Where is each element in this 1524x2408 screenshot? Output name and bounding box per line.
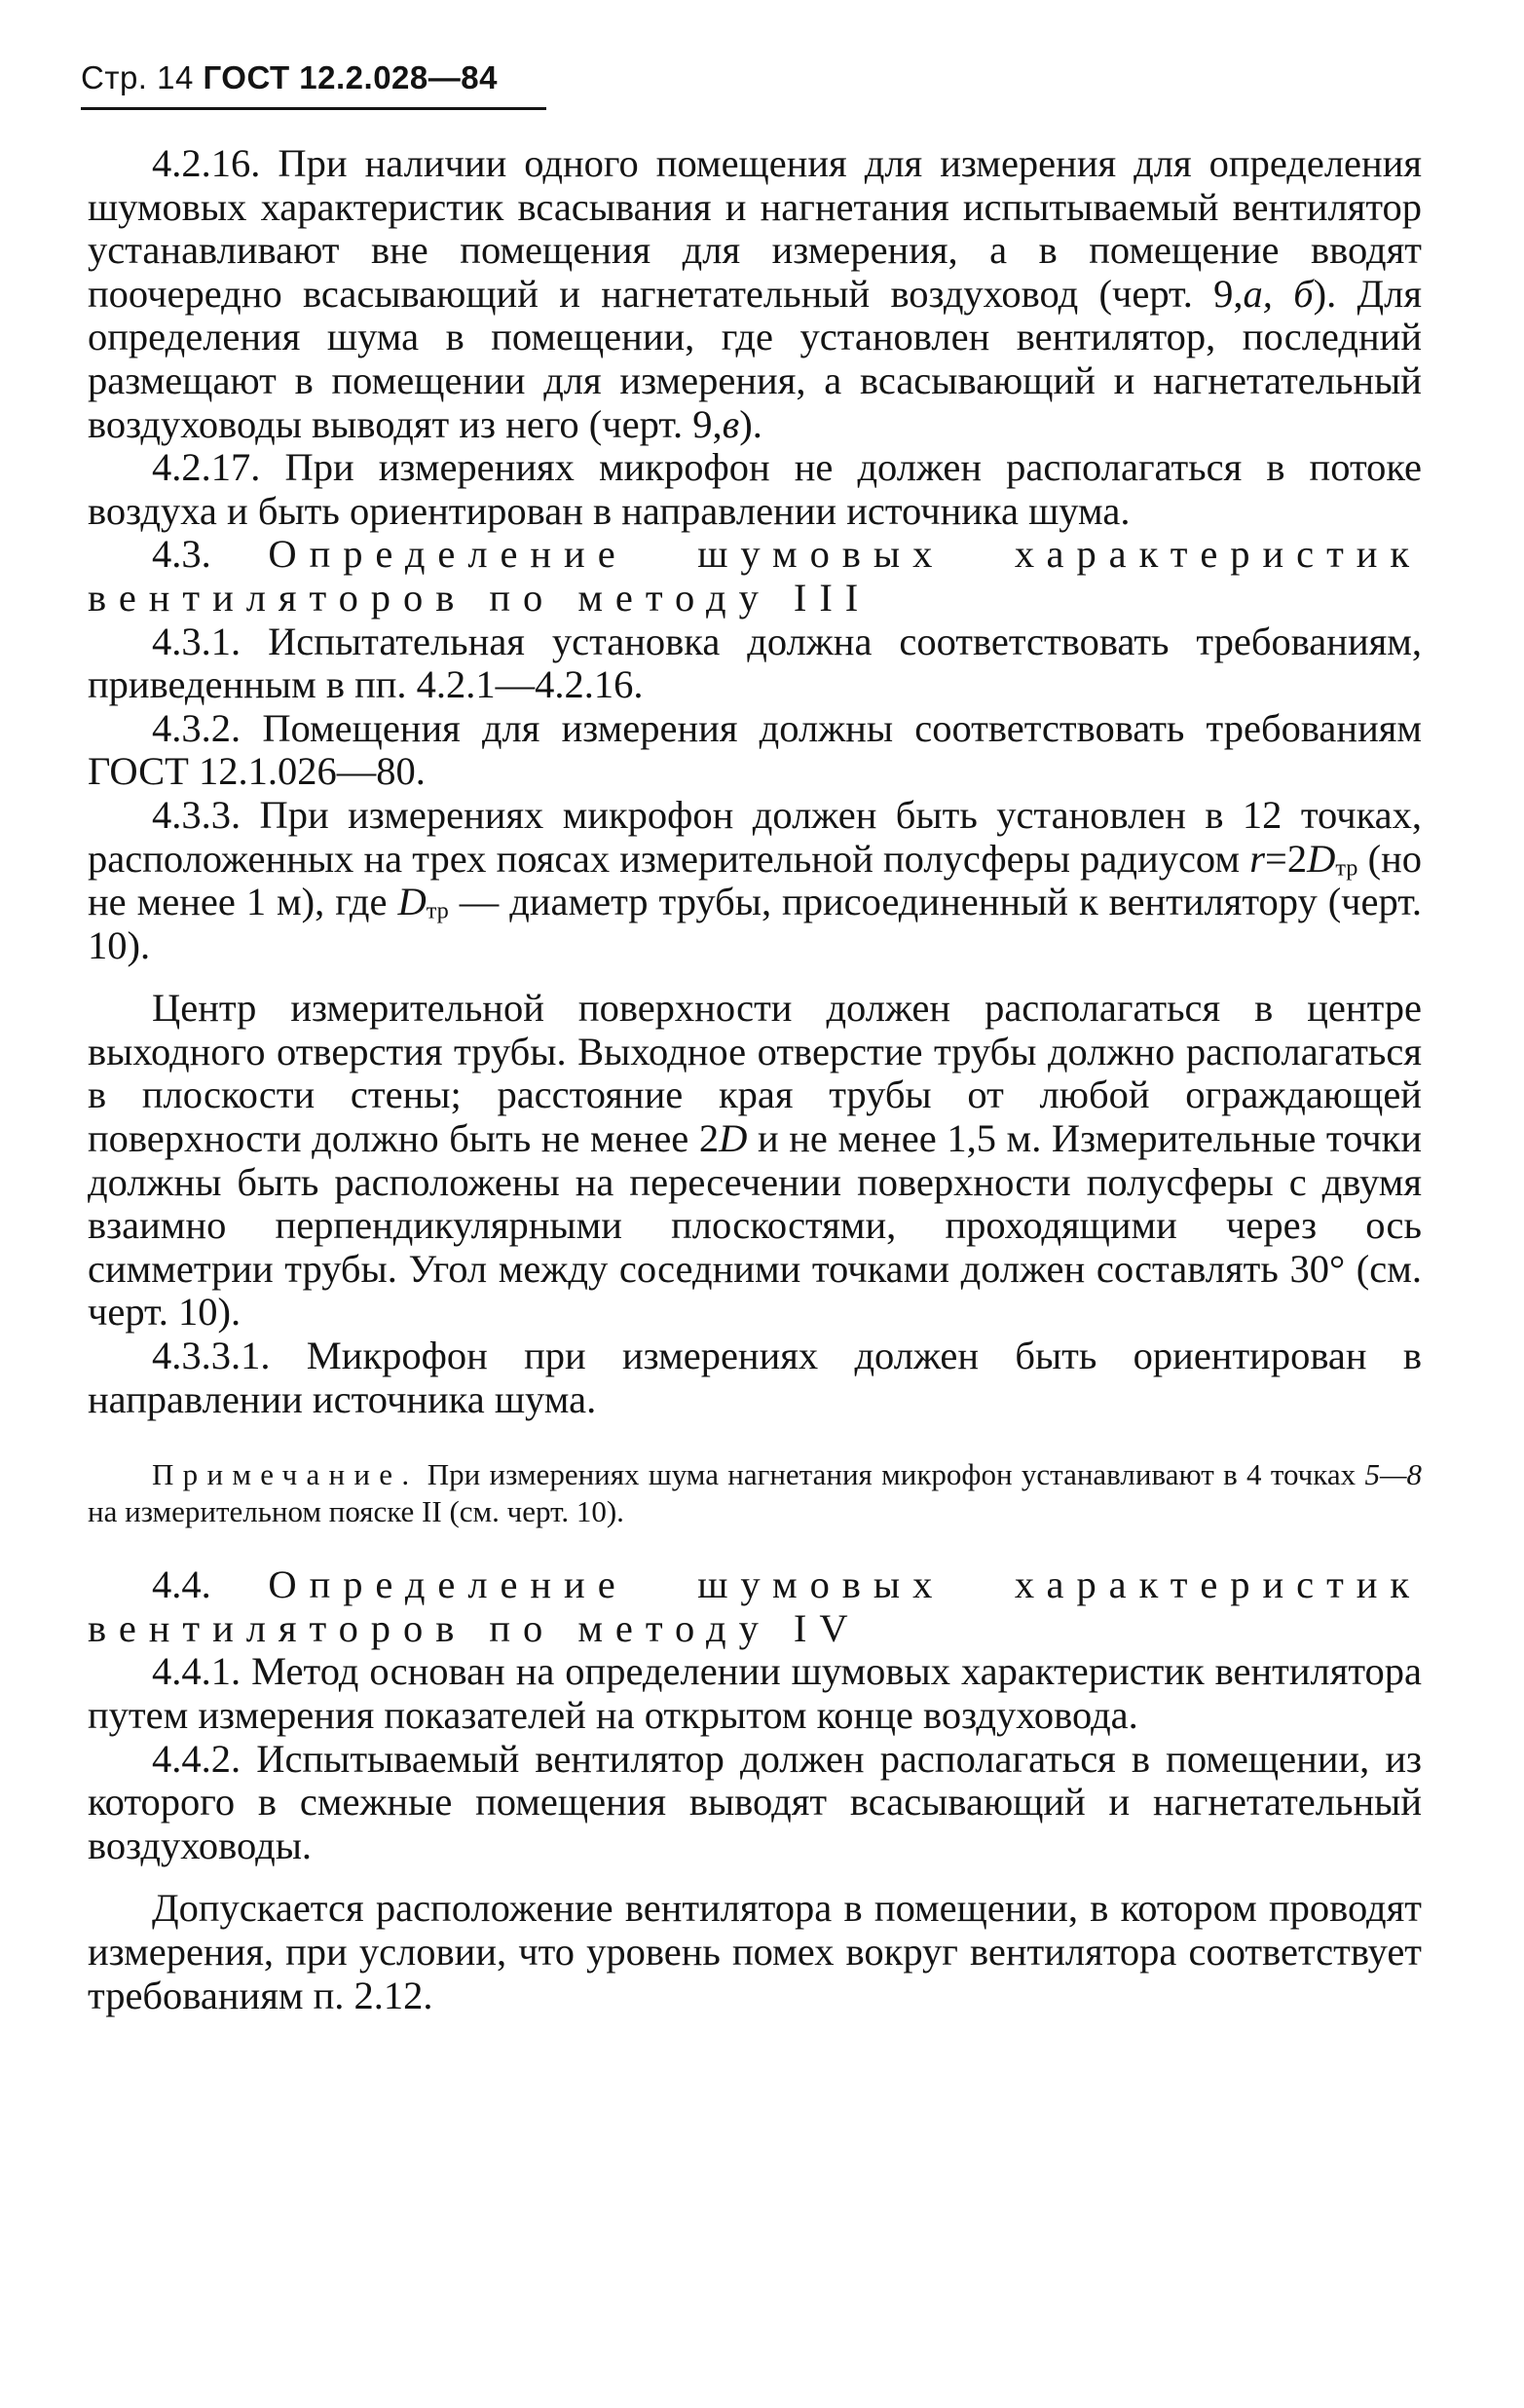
section-number: 4.4. (152, 1562, 211, 1607)
note-block (88, 1456, 1422, 1530)
clause-text: и не менее 1,5 м. Измерительные точки должны быть расположены на пересечении поверхности полусферы с двумя взаимно перпендикулярными плоскостями, проходящими через ось симметрии трубы. Угол между соседними точками должен составлять 30° (см. черт. 10). (88, 1116, 1423, 1335)
formula-r: r (1249, 836, 1265, 881)
paragraph-4-3-1 (88, 621, 1422, 707)
note-point-range: 5—8 (1364, 1457, 1423, 1492)
clause-text: Допускается расположение вентилятора в помещении, в котором проводят измерения, при условии, что уровень помех вокруг вентилятора соответствует требованиям п. 2.12. (88, 1886, 1422, 2017)
paragraph-measurement-center (88, 987, 1422, 1335)
section-title: Определение шумовых характеристик вентиляторов по методу IV (88, 1562, 1423, 1650)
section-title: Определение шумовых характеристик вентиляторов по методу III (88, 532, 1423, 620)
note-text: на измерительном пояске II (см. черт. 10). (88, 1494, 624, 1529)
drawing-ref-letters: а, б (1243, 271, 1314, 316)
drawing-ref: 9, (1213, 271, 1244, 316)
paragraph-4-2-16 (88, 142, 1422, 446)
radius-formula (1249, 837, 1357, 881)
clause-text: При наличии одного помещения для измерения для определения шумовых характеристик всасывания и нагнетания испытываемый вентилятор устанавливают вне помещения для измерения, а в помещение вводят поочередно всасывающий и нагнетательный воздуховод (черт. (88, 141, 1423, 316)
note-label: Примечание. (152, 1457, 419, 1492)
header-rule (81, 107, 546, 110)
page-header (81, 58, 548, 97)
paragraph-4-3-3-1 (88, 1335, 1422, 1421)
clause-text: Центр измерительной поверхности должен располагаться в центре выходного отверстия трубы. Выходное отверстие трубы должно располагаться в плоскости стены; расстояние края трубы от любой ограждающей поверхности должно быть не менее 2 (88, 986, 1422, 1161)
diameter-subscript: тр (426, 897, 449, 924)
clause-text: ). Для определения шума в помещении, где установлен вентилятор, последний размещают в помещении для измерения, а всасывающий и нагнетательный воздуховоды выводят из него (черт. 9, (88, 271, 1423, 446)
page-number: Стр. 14 (81, 59, 194, 95)
diameter-symbol: D (719, 1116, 748, 1161)
formula-subscript: тр (1335, 854, 1358, 882)
clause-text: Микрофон при измерениях должен быть ориентирован в направлении источника шума. (88, 1334, 1422, 1421)
clause-text: При измерениях микрофон не должен располагаться в потоке воздуха и быть ориентирован в направлении источника шума. (88, 445, 1422, 533)
clause-number: 4.4.1. (152, 1649, 242, 1694)
note-text: При измерениях шума нагнетания микрофон устанавливают в 4 точках (427, 1457, 1357, 1492)
clause-text: Испытываемый вентилятор должен располагаться в помещении, из которого в смежные помещения выводят всасывающий и нагнетательный воздуховоды. (88, 1736, 1422, 1867)
section-number: 4.3. (152, 532, 211, 577)
diameter-symbol: D (397, 880, 427, 924)
paragraph-4-4-2 (88, 1738, 1422, 1868)
clause-number: 4.2.16. (152, 141, 261, 185)
clause-text: ). (739, 401, 762, 446)
clause-text: Испытательная установка должна соответствовать требованиям, приведенным в пп. 4.2.1—4.2.16. (88, 619, 1423, 707)
paragraph-4-3-2 (88, 707, 1422, 794)
clause-number: 4.3.2. (152, 705, 242, 750)
document-body (88, 142, 1422, 2017)
clause-text: Метод основан на определении шумовых характеристик вентилятора путем измерения показателей на открытом конце воздуховода. (88, 1649, 1422, 1737)
clause-number: 4.3.1. (152, 619, 242, 663)
clause-number: 4.3.3.1. (152, 1334, 271, 1378)
section-heading-4-3 (88, 533, 1422, 620)
standard-designation: ГОСТ 12.2.028—84 (203, 59, 498, 95)
drawing-ref-letter: в (722, 401, 740, 446)
clause-number: 4.2.17. (152, 445, 261, 490)
clause-number: 4.4.2. (152, 1736, 242, 1781)
formula-d: D (1307, 836, 1336, 881)
clause-text: (но не менее 1 м), где (88, 836, 1423, 924)
paragraph-4-3-3 (88, 794, 1422, 967)
clause-text: При измерениях микрофон должен быть установлен в 12 точках, расположенных на трех поясах измерительной полусферы радиусом (88, 792, 1422, 881)
clause-text: Помещения для измерения должны соответствовать требованиям ГОСТ 12.1.026—80. (88, 705, 1423, 794)
paragraph-4-2-17 (88, 446, 1422, 533)
clause-number: 4.3.3. (152, 792, 242, 837)
paragraph-gap (88, 1867, 1422, 1887)
formula-eq: =2 (1264, 836, 1308, 881)
paragraph-gap (88, 967, 1422, 987)
paragraph-fan-placement (88, 1887, 1422, 2017)
section-heading-4-4 (88, 1563, 1422, 1650)
paragraph-4-4-1 (88, 1650, 1422, 1737)
clause-text: — диаметр трубы, присоединенный к вентилятору (черт. 10). (88, 880, 1423, 967)
